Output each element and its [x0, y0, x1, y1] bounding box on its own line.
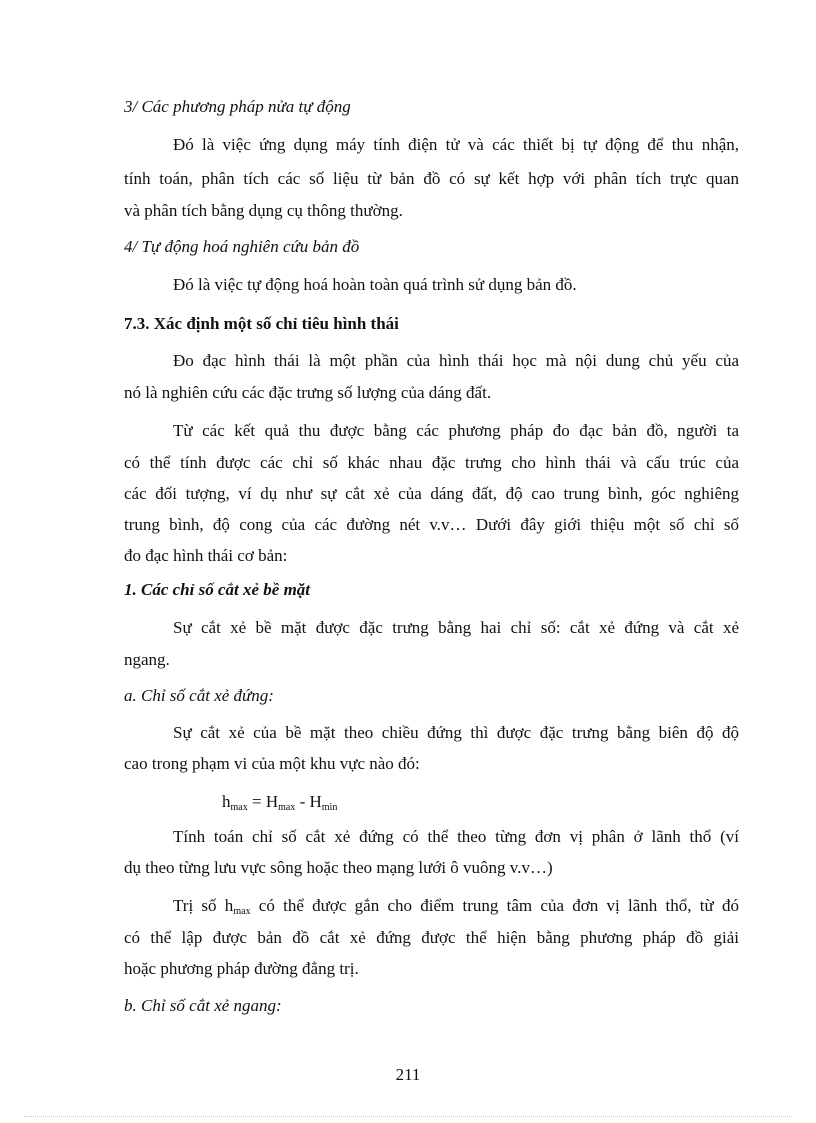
page-number: 211	[395, 1065, 421, 1084]
heading-semi-automatic-methods: 3/ Các phương pháp nửa tự động	[124, 97, 351, 116]
paragraph-line: tính toán, phân tích các số liệu từ bản đồ có sự kết hợp với phân tích trực quan	[124, 169, 739, 188]
paragraph-line: Đó là việc tự động hoá hoàn toàn quá trình sử dụng bản đồ.	[173, 275, 577, 294]
paragraph-line: Tính toán chỉ số cắt xẻ đứng có thể theo từng đơn vị phân ở lãnh thổ (ví	[173, 827, 739, 846]
page-bottom-divider	[24, 1116, 792, 1117]
paragraph-line: ngang.	[124, 650, 170, 669]
paragraph-line: Từ các kết quả thu được bằng các phương pháp đo đạc bản đồ, người ta	[173, 421, 739, 440]
paragraph-line: trung bình, độ cong của các đường nét v.v… Dưới đây giới thiệu một số chỉ số	[124, 515, 739, 534]
paragraph-line: và phân tích bằng dụng cụ thông thường.	[124, 201, 403, 220]
paragraph-line: Sự cắt xẻ của bề mặt theo chiều đứng thì được đặc trưng bằng biên độ độ	[173, 723, 739, 742]
formula: $h_{max} = H_{max} - H_{min}$	[222, 792, 338, 813]
paragraph-line: dụ theo từng lưu vực sông hoặc theo mạng lưới ô vuông v.v…)	[124, 858, 553, 877]
section-title: 7.3. Xác định một số chỉ tiêu hình thái	[124, 314, 399, 333]
paragraph-line: cao trong phạm vi của một khu vực nào đó:	[124, 754, 420, 773]
heading-horizontal-index: b. Chỉ số cắt xẻ ngang:	[124, 996, 282, 1015]
paragraph-line: Sự cắt xẻ bề mặt được đặc trưng bằng hai chỉ số: cắt xẻ đứng và cắt xẻ	[173, 618, 739, 637]
paragraph-line: có thể tính được các chỉ số khác nhau đặc trưng cho hình thái và cấu trúc của	[124, 453, 739, 472]
paragraph-line: hoặc phương pháp đường đẳng trị.	[124, 959, 359, 978]
paragraph-line: các đối tượng, ví dụ như sự cắt xẻ của dáng đất, độ cao trung bình, góc nghiêng	[124, 484, 739, 503]
paragraph-line: Đo đạc hình thái là một phần của hình thái học mà nội dung chủ yếu của	[173, 351, 739, 370]
heading-vertical-index: a. Chỉ số cắt xẻ đứng:	[124, 686, 274, 705]
paragraph-line: nó là nghiên cứu các đặc trưng số lượng của dáng đất.	[124, 383, 492, 402]
paragraph-line: Trị số $h_{max}$ có thể được gắn cho điểm trung tâm của đơn vị lãnh thổ, từ đó	[173, 896, 739, 917]
heading-automation: 4/ Tự động hoá nghiên cứu bản đồ	[124, 237, 360, 256]
paragraph-line: đo đạc hình thái cơ bản:	[124, 546, 288, 565]
subsection-title: 1. Các chỉ số cắt xẻ bề mặt	[124, 580, 311, 599]
paragraph-line: có thể lập được bản đồ cắt xẻ đứng được thể hiện bằng phương pháp đồ giải	[124, 928, 739, 947]
paragraph-line: Đó là việc ứng dụng máy tính điện tử và các thiết bị tự động để thu nhận,	[173, 135, 739, 154]
